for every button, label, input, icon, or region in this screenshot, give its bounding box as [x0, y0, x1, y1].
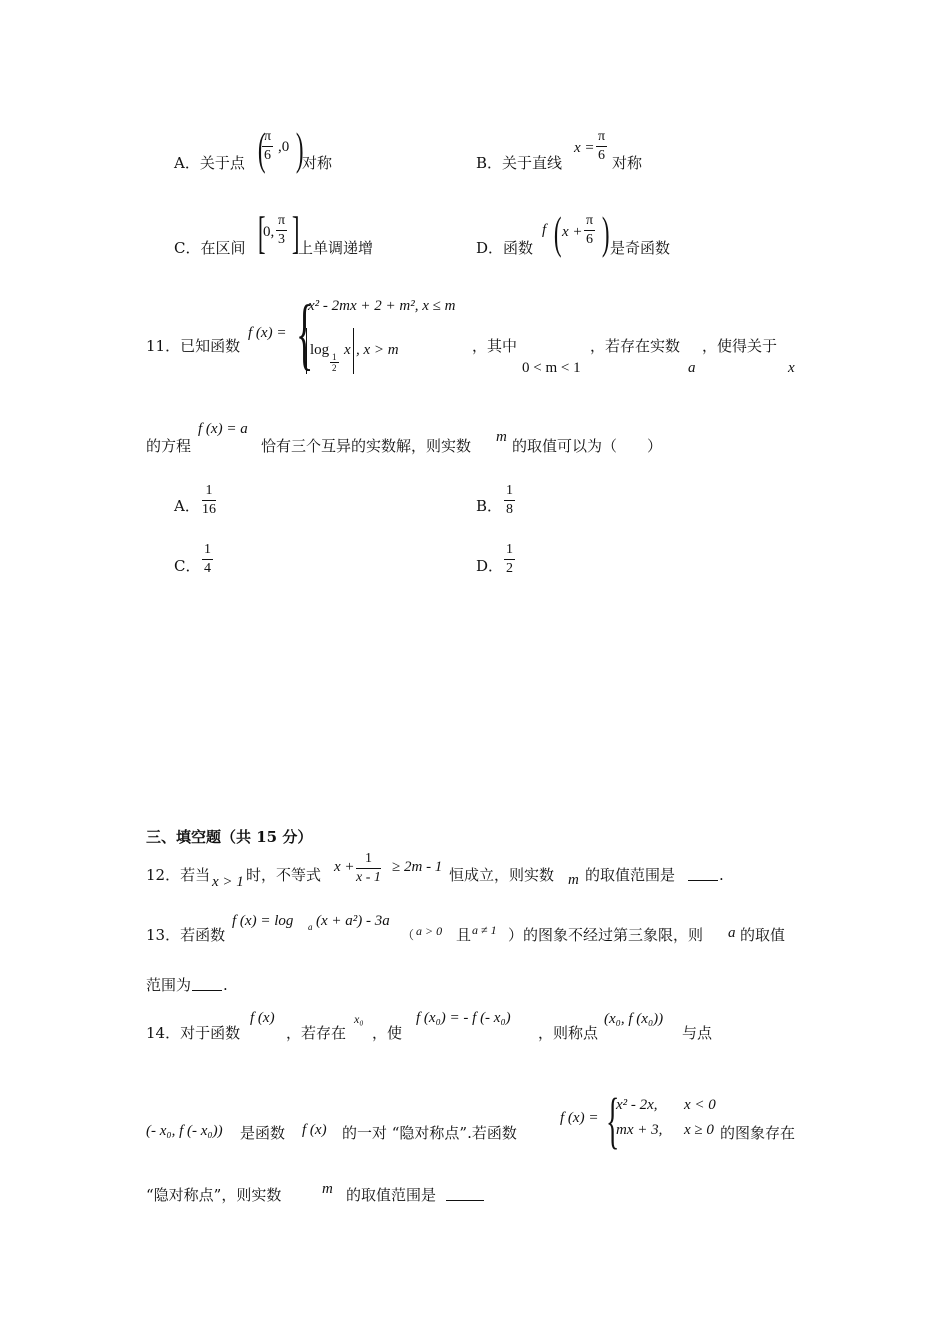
q11-option-b-label: B．: [476, 497, 503, 515]
q10-a-fraction: $\frac{\pi}{6}$: [264, 129, 272, 163]
q14-case2-expr: mx + 3,: [616, 1122, 663, 1138]
q14-suffix: 的取值范围是: [346, 1186, 437, 1204]
q11-option-a-label: A．: [174, 497, 200, 515]
q11-case2-x: x: [344, 342, 351, 358]
q14-eq: f (x₀) = - f (- x₀): [416, 1010, 511, 1026]
q11-line2-text: 恰有三个互异的实数解，则实数: [261, 437, 472, 455]
q11-line2-suffix: 的取值可以为（ ）: [512, 437, 663, 455]
q11-line2-prefix: 的方程: [146, 437, 192, 455]
q10-a-label: A．关于点: [174, 154, 245, 172]
q13-cond-close: ）的图象不经过第三象限，则: [508, 926, 704, 944]
q12-fraction: $\frac{1}{x - 1}$: [356, 851, 381, 885]
q14-mid3: ，则称点: [538, 1024, 599, 1042]
q14-f-x: f (x): [250, 1010, 275, 1026]
q10-c-suffix: 上单调递增: [298, 239, 374, 257]
q11-var-x: x: [788, 360, 795, 376]
q14-mid7: 的图象存在: [720, 1124, 796, 1142]
q13-end: .: [223, 976, 228, 994]
q10-b-fraction: $\frac{\pi}{6}$: [598, 129, 606, 163]
q11-option-c-label: C．: [174, 557, 201, 575]
q11-var-m: m: [496, 429, 507, 445]
q13-cond1: a > 0: [416, 924, 443, 938]
q12-end: .: [719, 866, 724, 884]
q13-and: 且: [456, 926, 472, 944]
q12-mid1: 时，不等式: [246, 866, 322, 884]
q14-line3-prefix: “隐对称点”，则实数: [146, 1186, 282, 1204]
q11-option-c-fraction: $\frac{1}{4}$: [204, 542, 211, 576]
abs-bar-left: [306, 328, 307, 374]
q10-a-tail: ,0: [278, 139, 290, 155]
q11-mid2: ，若存在实数: [590, 337, 681, 355]
q10-c-head: 0,: [263, 224, 275, 240]
q12-expr-tail: ≥ 2m - 1: [392, 859, 443, 875]
right-paren: ): [601, 207, 610, 258]
q12-cond: x > 1: [212, 874, 244, 890]
q13-line2: 范围为: [146, 976, 192, 994]
q12-mid2: 恒成立，则实数: [449, 866, 555, 884]
left-paren: (: [257, 123, 266, 174]
q11-eq: f (x) = a: [198, 421, 248, 437]
q10-d-label: D．函数: [476, 239, 534, 257]
q13-base: a: [308, 922, 313, 932]
q10-d-fraction: $\frac{\pi}{6}$: [586, 213, 594, 247]
abs-bar-right: [353, 328, 354, 374]
q14-var-m: m: [322, 1181, 333, 1197]
q14-case2-cond: x ≥ 0: [684, 1122, 714, 1138]
q12-expr-head: x +: [334, 859, 355, 875]
q12-var-m: m: [568, 872, 579, 888]
q14-mid2: ，使: [372, 1024, 403, 1042]
q11-range: 0 < m < 1: [522, 360, 581, 376]
q10-d-inner: x +: [562, 224, 583, 240]
q14-answer-blank[interactable]: [446, 1200, 484, 1201]
q11-var-a: a: [688, 360, 696, 376]
q13-prefix: 13．若函数: [146, 926, 226, 944]
q10-b-x: x =: [574, 140, 595, 156]
q10-a-suffix: 对称: [302, 154, 333, 172]
q10-b-suffix: 对称: [612, 154, 643, 172]
q14-case1-expr: x² - 2x,: [616, 1097, 658, 1113]
q13-func: f (x) = log: [232, 913, 294, 929]
q13-suffix: 的取值: [740, 926, 786, 944]
q11-prefix: 11．已知函数: [146, 337, 241, 355]
q13-arg: (x + a²) - 3a: [316, 913, 390, 929]
q11-case2-cond: , x > m: [356, 342, 399, 358]
q11-mid3: ，使得关于: [702, 337, 778, 355]
q14-mid4: 与点: [682, 1024, 713, 1042]
section-3-title: 三、填空题（共 15 分）: [146, 828, 313, 846]
left-brace: {: [296, 290, 314, 378]
q13-cond-open: （: [402, 928, 415, 942]
q14-mid1: ，若存在: [286, 1024, 347, 1042]
q11-option-b-fraction: $\frac{1}{8}$: [506, 483, 513, 517]
right-paren: ): [295, 123, 304, 174]
q14-mid6: 的一对 “隐对称点”.若函数: [342, 1124, 517, 1142]
q14-point1: (x₀, f (x₀)): [604, 1011, 664, 1027]
q11-f-of-x: f (x) =: [248, 325, 287, 341]
q12-answer-blank[interactable]: [688, 880, 718, 881]
q14-case1-cond: x < 0: [684, 1097, 716, 1113]
right-bracket: ]: [291, 207, 300, 258]
q11-case1: x² - 2mx + 2 + m², x ≤ m: [308, 298, 456, 314]
q10-c-label: C．在区间: [174, 239, 246, 257]
q14-x0: x₀: [354, 1012, 364, 1026]
q11-option-d-fraction: $\frac{1}{2}$: [506, 542, 513, 576]
q11-case2-log: log: [310, 342, 330, 358]
q14-f-x2: f (x): [302, 1122, 327, 1138]
q14-prefix: 14．对于函数: [146, 1024, 241, 1042]
q11-option-d-label: D．: [476, 557, 504, 575]
q14-point2: (- x₀, f (- x₀)): [146, 1123, 223, 1139]
q11-log-base: $\frac{1}{2}$: [332, 352, 337, 373]
q10-c-fraction: $\frac{\pi}{3}$: [278, 213, 286, 247]
q13-cond2: a ≠ 1: [472, 923, 497, 937]
q10-b-label: B．关于直线: [476, 154, 563, 172]
q13-var-a: a: [728, 925, 736, 941]
q14-mid5: 是函数: [240, 1124, 286, 1142]
q12-prefix: 12．若当: [146, 866, 211, 884]
q10-d-f: f: [542, 222, 547, 238]
left-paren: (: [553, 207, 562, 258]
q11-mid1: ，其中: [472, 337, 518, 355]
q13-answer-blank[interactable]: [192, 990, 222, 991]
q11-option-a-fraction: $\frac{1}{16}$: [202, 483, 216, 517]
left-brace: {: [606, 1087, 620, 1155]
q10-d-suffix: 是奇函数: [610, 239, 671, 257]
left-bracket: [: [257, 207, 266, 258]
q12-suffix: 的取值范围是: [585, 866, 676, 884]
q14-func: f (x) =: [560, 1110, 599, 1126]
